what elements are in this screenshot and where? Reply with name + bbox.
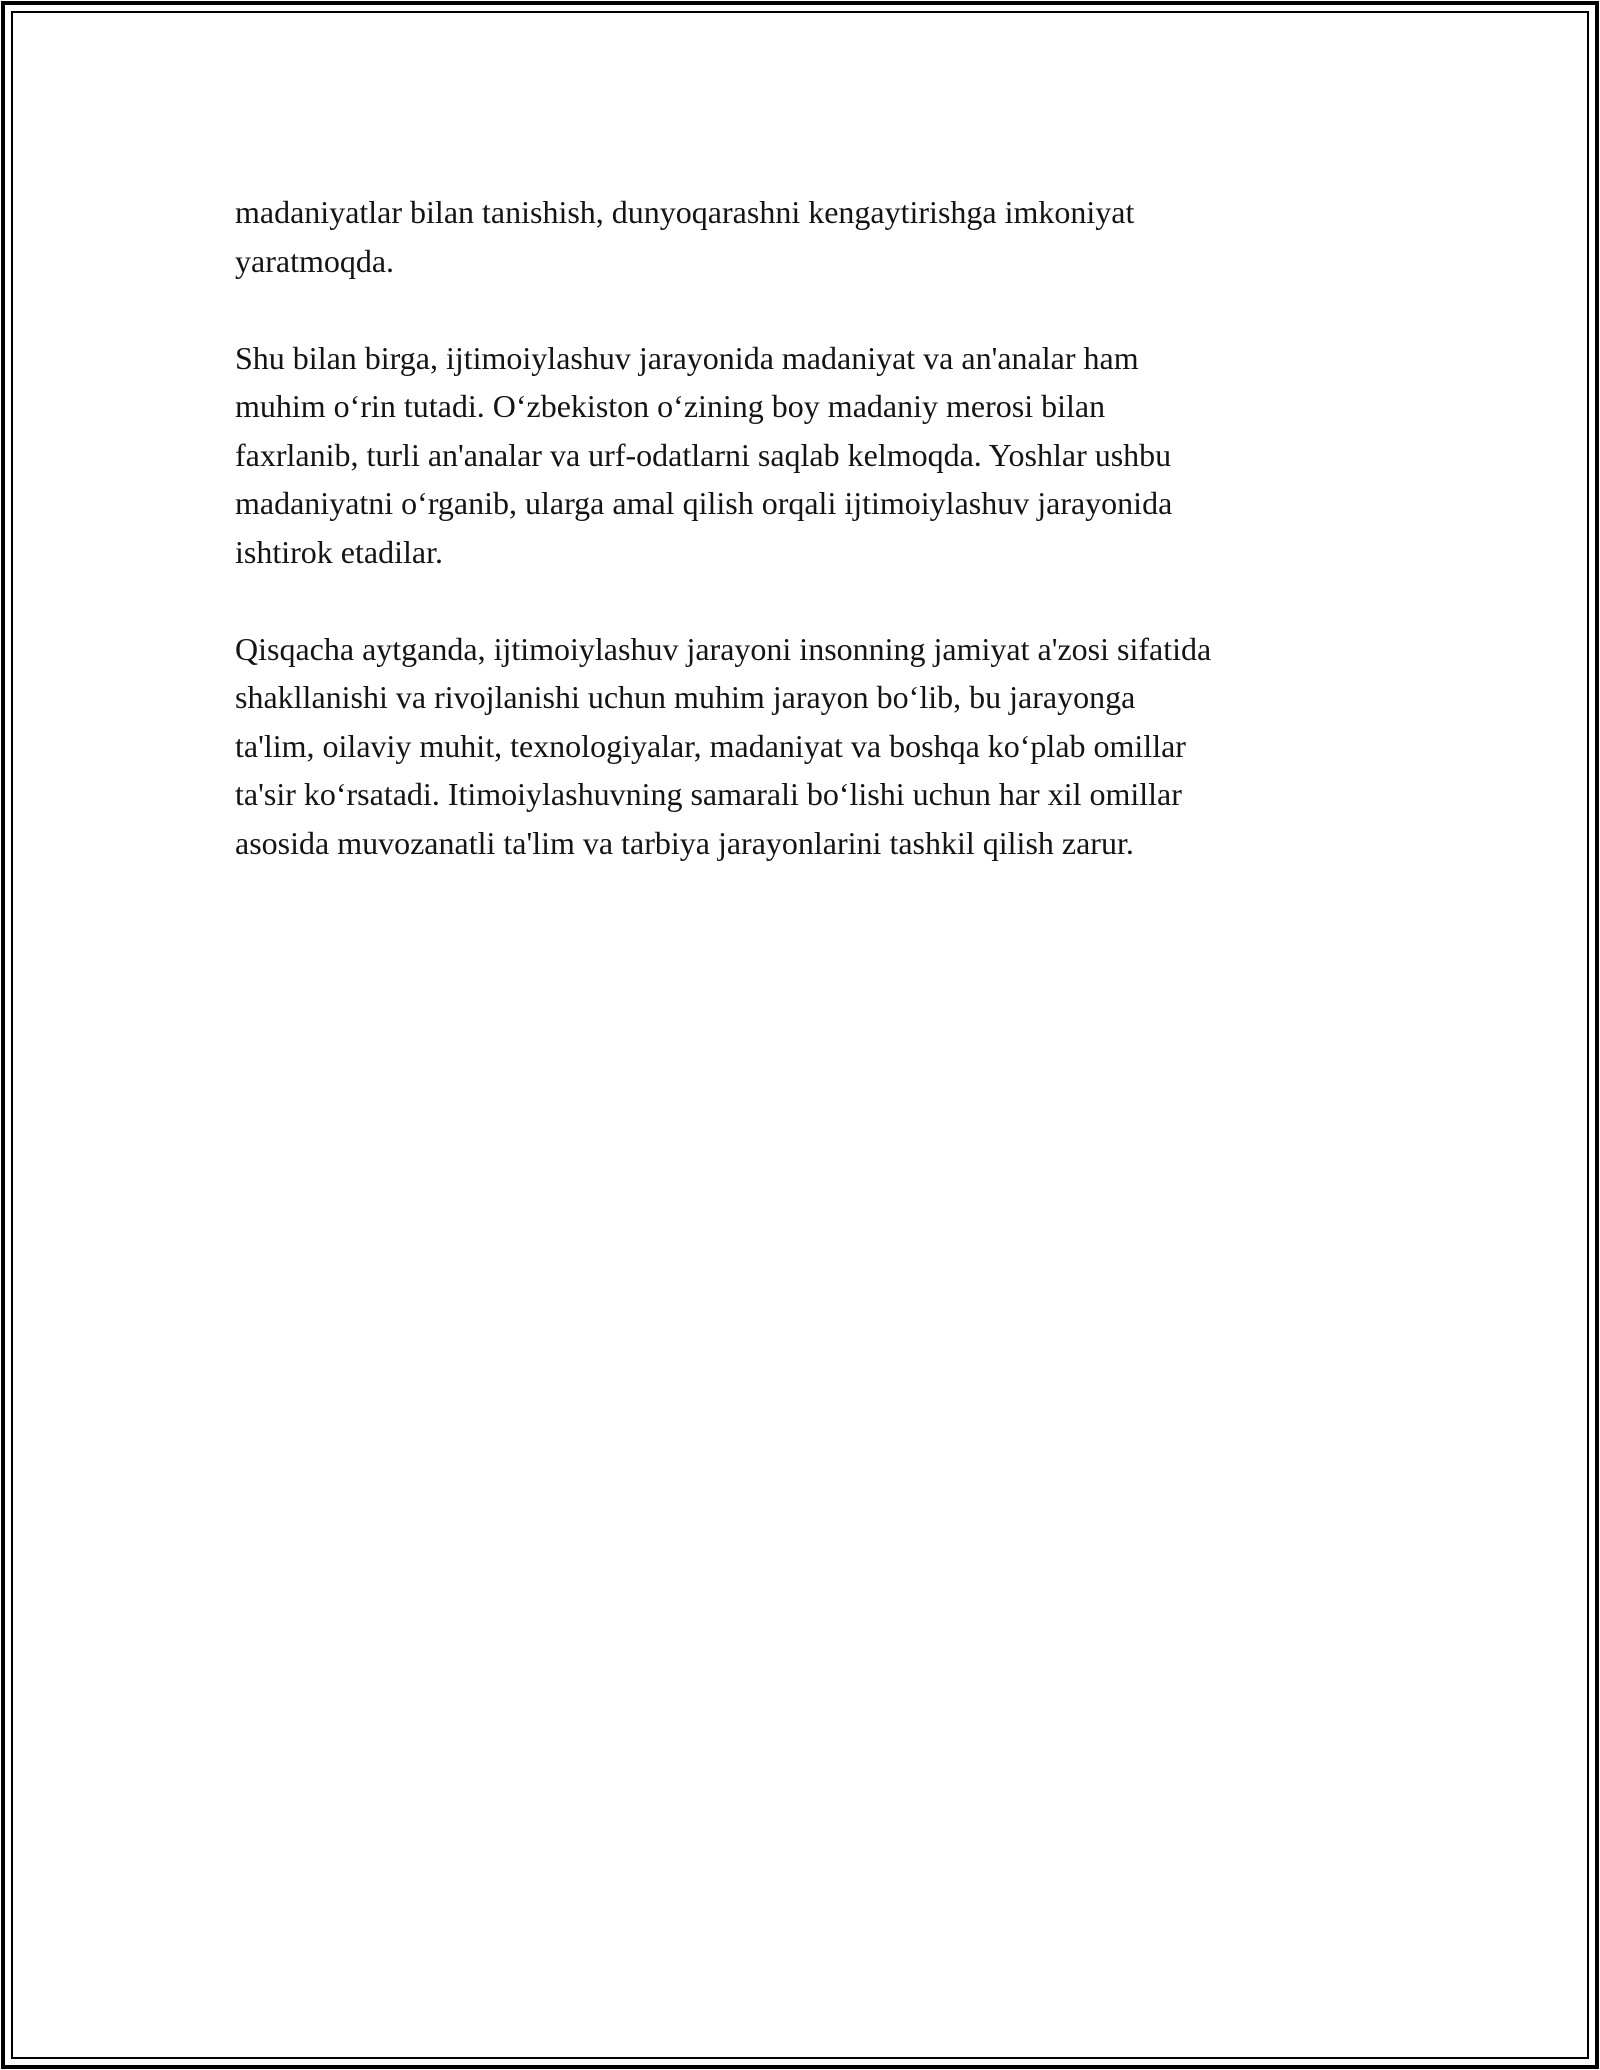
document-body [235, 188, 1375, 916]
paragraph-2: Shu bilan birga, ijtimoiylashuv jarayonida madaniyat va an'analar ham muhim o‘rin tutadi. O‘zbekiston o‘zining boy madaniy merosi bilan faxrlanib, turli an'analar va urf-odatlarni saqlab kelmoqda. Yoshlar ushbu madaniyatni o‘rganib, ularga amal qilish orqali ijtimoiylashuv jarayonida ishtirok etadilar. [235, 339, 1173, 570]
paragraph-3: Qisqacha aytganda, ijtimoiylashuv jarayoni insonning jamiyat a'zosi sifatida shakllanishi va rivojlanishi uchun muhim jarayon bo‘lib, bu jarayonga ta'lim, oilaviy muhit, texnologiyalar, madaniyat va boshqa ko‘plab omillar ta'sir ko‘rsatadi. Itimoiylashuvning samarali bo‘lishi uchun har xil omillar asosida muvozanatli ta'lim va tarbiya jarayonlarini tashkil qilish zarur. [235, 630, 1212, 861]
paragraph-1: madaniyatlar bilan tanishish, dunyoqarashni kengaytirishga imkoniyat yaratmoqda. [235, 194, 1135, 279]
